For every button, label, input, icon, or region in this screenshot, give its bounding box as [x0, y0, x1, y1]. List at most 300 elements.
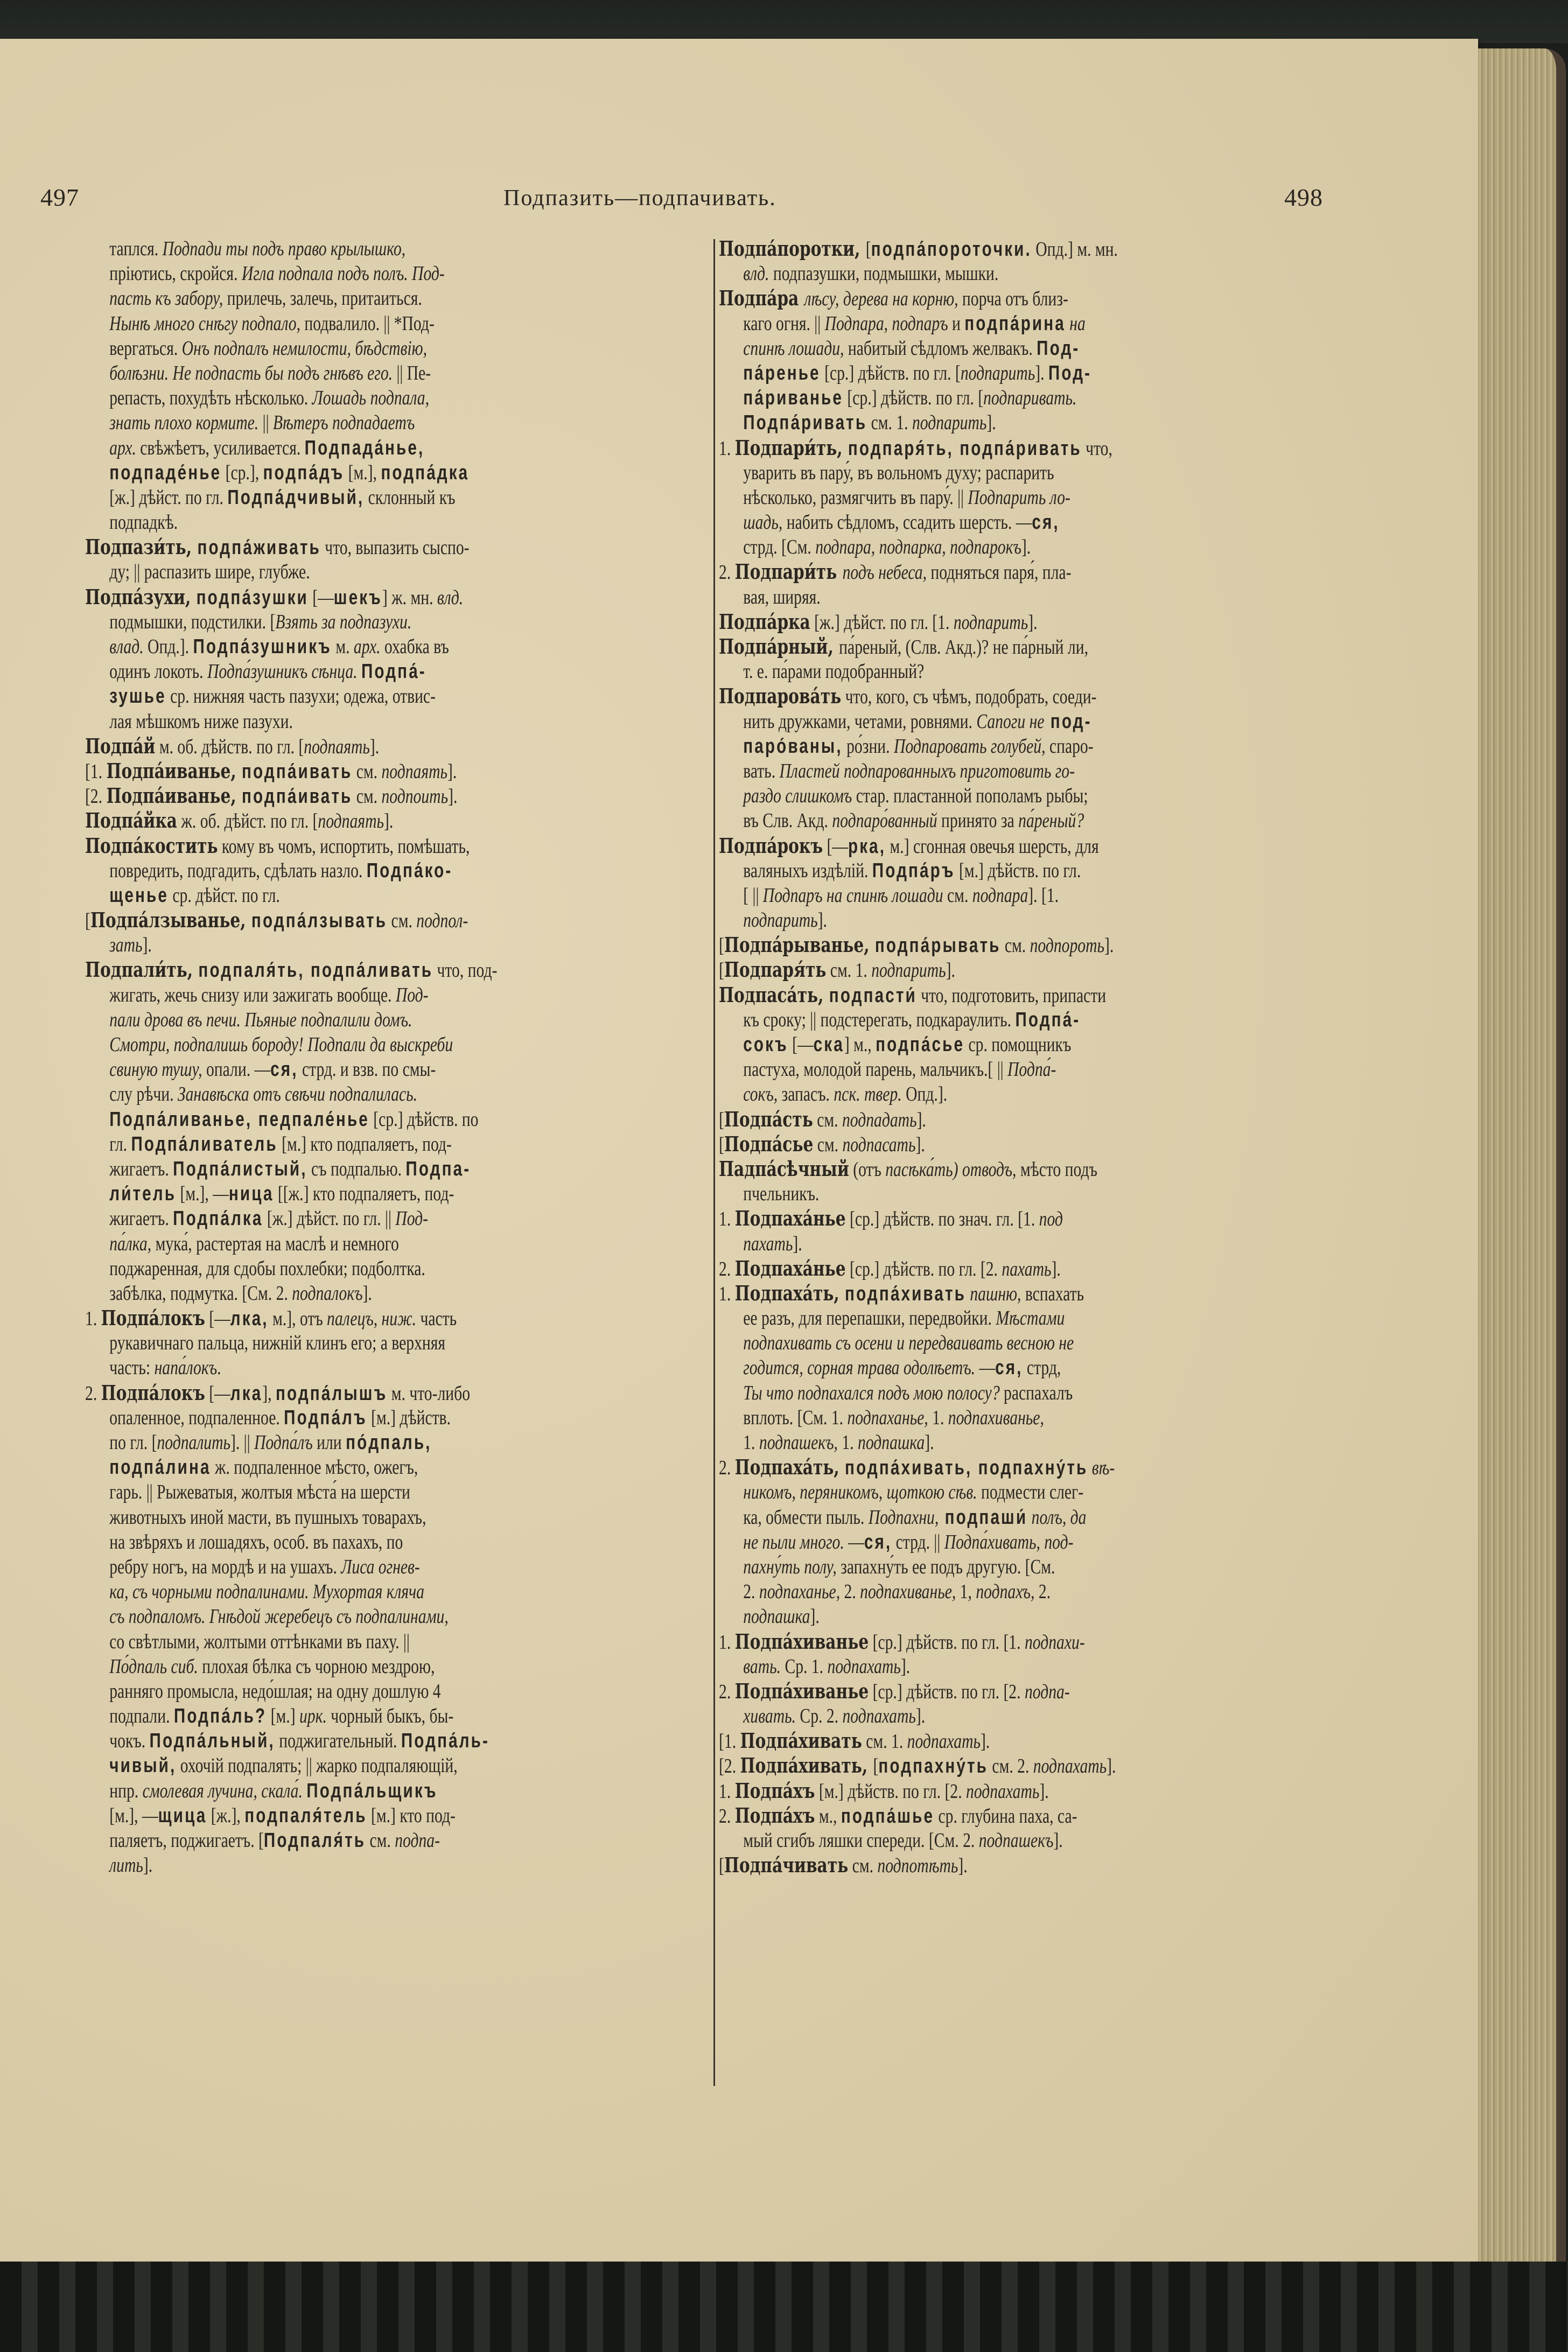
bold-form: подпа́дка — [381, 461, 470, 484]
italic-text: подпахать — [907, 1730, 981, 1753]
text: ср. дѣйст. по гл. — [168, 884, 280, 907]
text-line — [719, 585, 1375, 610]
italic-text: подъ небеса, — [842, 561, 927, 584]
italic-text: подпаханье, — [847, 1406, 928, 1429]
text-line — [85, 1381, 717, 1405]
text: ]. — [915, 1133, 925, 1156]
text: [ — [719, 1854, 724, 1878]
bold-form: ся, — [1032, 511, 1060, 534]
italic-text: свиную тушу, — [109, 1058, 202, 1081]
text-line — [85, 684, 741, 709]
italic-text: Подпаръ на спинѣ лошади — [762, 884, 943, 907]
text-line — [85, 1505, 741, 1530]
text: ]. — [817, 909, 827, 932]
text-line — [719, 1679, 1350, 1704]
text: [м.] дѣйств. по гл. — [955, 859, 1081, 882]
text: . — [217, 1356, 221, 1380]
headword: Подпа́иванье, — [106, 758, 242, 783]
text: ду; || распазить шире, глубже. — [109, 561, 310, 584]
text: [1. — [719, 1730, 740, 1753]
text-line — [85, 808, 717, 833]
text-line — [85, 1107, 741, 1132]
text: гарь. || Рыжеватыя, жолтыя мѣста́ на шерсти — [109, 1481, 410, 1504]
text-line — [719, 734, 1375, 759]
text-line — [85, 336, 741, 361]
headword: Подпа́локъ — [101, 1380, 205, 1405]
bold-form: подпа́рина — [964, 312, 1066, 335]
text: [м.], — — [109, 1804, 158, 1827]
text-line — [719, 983, 1350, 1007]
headword: Подпа́сть — [724, 1107, 813, 1131]
italic-text: подпара — [972, 884, 1028, 907]
bold-form: подпа́лзывать — [251, 909, 388, 933]
text-line — [719, 1355, 1375, 1380]
text-line — [719, 908, 1375, 933]
italic-text: Пластей подпарованныхъ приготовить го- — [779, 759, 1075, 782]
italic-text: подпоить — [381, 785, 449, 808]
text-line — [85, 1579, 741, 1604]
bold-form: сокъ — [743, 1033, 788, 1056]
text: па́реный, (Слв. Акд.)? не па́рный ли, — [839, 636, 1088, 659]
italic-text: раздо слишкомъ — [743, 785, 852, 808]
italic-text: подпол- — [416, 909, 468, 933]
text: ср. помощникъ — [964, 1033, 1072, 1056]
bold-form: лка, — [230, 1307, 269, 1331]
text: [2. — [719, 1755, 740, 1778]
text: валяныхъ издѣлій. — [743, 859, 872, 882]
text: 2. — [840, 1580, 860, 1604]
text: м., — [815, 1804, 841, 1828]
bold-form: подпа́хивать, подпахну́ть — [845, 1457, 1088, 1480]
text: [1. — [85, 760, 107, 783]
text-line — [719, 1082, 1375, 1107]
bold-form: паро́ваны, — [743, 734, 843, 758]
text: [ср.] дѣйств. по — [369, 1108, 479, 1131]
italic-text: ирк. — [299, 1705, 327, 1728]
bold-form: подпа́дъ — [263, 461, 345, 484]
text: пастуха, молодой парень, мальчикъ.[ || — [743, 1058, 1007, 1081]
italic-text: болѣзни. Не подпасть бы подъ гнѣвъ его. — [109, 361, 393, 384]
bold-form: ся, — [995, 1356, 1023, 1380]
text: что, кого, съ чѣмъ, подобрать, соеди- — [841, 685, 1097, 709]
text-line — [719, 1753, 1350, 1778]
text-line — [719, 1604, 1375, 1629]
text-line — [719, 1206, 1350, 1231]
italic-text: пахну́ть полу, — [743, 1555, 837, 1578]
text: ж. об. дѣйст. по гл. [ — [177, 810, 318, 833]
text: ]. — [986, 411, 996, 435]
bold-form: Подпа́ривать — [743, 411, 867, 435]
italic-text: полъ, да — [1027, 1506, 1087, 1529]
italic-text: подпахи- — [1024, 1630, 1085, 1654]
headword: Подпа́рокъ — [719, 833, 823, 858]
text: [ж.] дѣйст. по гл. [1. — [810, 611, 954, 634]
text: въ Слв. Акд. — [743, 809, 832, 832]
text-line — [719, 1853, 1350, 1878]
headword: Подпаха́ть, — [734, 1280, 845, 1305]
text-line — [85, 1779, 741, 1803]
text: Опд.]. — [901, 1083, 948, 1106]
text: нпр. — [109, 1779, 143, 1802]
text: 1. — [719, 1780, 735, 1803]
headword: Подпаха́нье — [734, 1206, 846, 1231]
text-line — [85, 1157, 741, 1181]
text-line — [85, 1007, 741, 1032]
italic-text: пахать — [743, 1232, 793, 1255]
italic-text: подпахать — [966, 1780, 1040, 1803]
text: м.] сгонная овечья шерсть, для — [886, 835, 1099, 858]
text: набить сѣдломъ, ссадить шерсть. — — [782, 511, 1032, 534]
text: Опд.]. — [143, 635, 193, 658]
text: мука́, растертая на маслѣ и немного — [151, 1232, 399, 1255]
text-line — [85, 610, 741, 634]
text: 1. — [743, 1431, 759, 1454]
text: запасъ. — [778, 1083, 834, 1106]
text: см. — [848, 1854, 878, 1878]
text: [м.] дѣйств. — [367, 1406, 451, 1429]
text: см. — [1000, 934, 1030, 957]
text-line — [719, 261, 1375, 286]
text: стрд. || — [892, 1530, 944, 1553]
italic-text: на — [1065, 312, 1086, 335]
headword: Подпа́костить — [85, 833, 218, 858]
bold-form: Подпа́листый, — [173, 1157, 307, 1180]
text-line — [719, 1654, 1375, 1679]
headword: Подпа́хиванье — [734, 1629, 869, 1654]
text-line — [719, 684, 1350, 709]
text-line — [85, 361, 741, 386]
text: [ж.] дѣйст. по гл. — [109, 486, 228, 509]
italic-text: Лиса огнев- — [341, 1555, 420, 1578]
text: Ср. 2. — [796, 1705, 843, 1728]
text-line — [85, 957, 717, 982]
bold-form: подпа́рывать — [874, 934, 1001, 957]
text-line — [85, 1355, 741, 1380]
bold-form: подпа́лина — [109, 1456, 211, 1479]
italic-text: подпашекъ, — [759, 1431, 838, 1454]
text: одинъ локоть. — [109, 660, 207, 683]
bold-form: подпа́ивать — [242, 760, 353, 783]
text: 1. — [719, 437, 735, 460]
text: [— — [205, 1307, 230, 1331]
bold-form: Подпа́лка — [173, 1207, 263, 1230]
bold-form: рка, — [848, 835, 886, 858]
text-line — [85, 1480, 741, 1504]
text: ] м., — [844, 1033, 876, 1056]
text-line — [719, 1281, 1350, 1306]
text-line — [719, 1530, 1375, 1555]
bold-form: Подпа́- — [361, 660, 426, 683]
italic-text: лѣсу, дерева на корню, — [804, 288, 958, 311]
italic-text: подпахиванье, — [948, 1406, 1044, 1429]
text: подпали. — [109, 1705, 174, 1728]
text: гл. — [109, 1132, 131, 1156]
text: ], — [262, 1382, 276, 1405]
text: ]. — [1039, 1780, 1049, 1803]
text: нѣсколько, размягчить въ пару́. || — [743, 486, 968, 509]
bold-form: подпа́зушки — [196, 586, 309, 609]
italic-text: годится, сорная трава одолѣетъ. — [743, 1356, 976, 1380]
headword: Подпа́йка — [85, 808, 178, 833]
bold-form: Подпа́дчивый, — [227, 486, 365, 509]
text: поджигательный. — [275, 1730, 401, 1753]
text: ж. подпаленное мѣсто, ожегъ, — [211, 1456, 418, 1479]
left-page-number: 497 — [40, 184, 79, 211]
text: набитый сѣдломъ желвакъ. — [844, 337, 1037, 360]
text: [ср.] дѣйств. по гл. [2. — [845, 1257, 1002, 1280]
headword: Подпа́лзыванье, — [90, 908, 251, 933]
text-line — [719, 883, 1375, 908]
text: подняться паря́, пла- — [926, 561, 1072, 584]
text: ]. — [362, 1282, 372, 1305]
italic-text: подпахать — [842, 1705, 916, 1728]
text: см. — [813, 1108, 842, 1131]
italic-text: влд. — [437, 586, 464, 609]
text-line — [85, 634, 741, 659]
text-line — [719, 1803, 1350, 1828]
italic-text: Онъ подпалъ немилости, бѣдствію, — [181, 337, 427, 360]
text: ср. глубина паха, са- — [934, 1804, 1077, 1828]
text: паляетъ, поджигаетъ. [ — [109, 1829, 264, 1852]
text-line — [85, 1057, 741, 1082]
text: т. е. па́рами подобранный? — [743, 660, 925, 683]
text: 1. — [719, 1282, 735, 1305]
text-line — [719, 1828, 1375, 1853]
italic-text: вать. — [743, 1655, 781, 1678]
column-divider — [713, 239, 715, 2086]
text-line — [719, 858, 1375, 883]
text-line — [719, 610, 1350, 634]
italic-text: По́дпаль сиб. — [109, 1655, 198, 1678]
text-line — [719, 1157, 1350, 1181]
italic-text: подпаять — [304, 735, 370, 758]
text: что, под- — [433, 959, 498, 982]
italic-text: Подпа́лъ — [254, 1431, 313, 1454]
text-line — [719, 1455, 1350, 1480]
text: опаленное, подпаленное. — [109, 1406, 284, 1429]
text-line — [719, 535, 1375, 559]
text-line — [85, 1654, 741, 1679]
headword: Подпа́хиванье — [734, 1678, 869, 1703]
text: принято за — [937, 809, 1019, 832]
text: ]. — [1053, 1829, 1063, 1852]
italic-text: Ты что подпахался подъ мою полосу? — [743, 1381, 1000, 1404]
bold-form: лка — [230, 1382, 263, 1405]
bold-form: ница — [228, 1182, 274, 1206]
right-page-number: 498 — [1284, 184, 1323, 211]
text: ]. — [1051, 1257, 1061, 1280]
text: 2. — [719, 1257, 735, 1280]
headword: Подпа́иванье, — [106, 783, 242, 808]
text: мѣсто подъ — [1016, 1158, 1097, 1181]
text: ка, обмести пыль. — [743, 1506, 869, 1529]
text: [ — [719, 1133, 724, 1156]
text: [ — [873, 1755, 879, 1778]
text-line — [719, 709, 1375, 734]
bold-form: Подпа́зушникъ — [193, 635, 332, 658]
text: вергаться. — [109, 337, 182, 360]
bold-form: Подпаля́ть — [263, 1829, 366, 1852]
text: [— — [823, 835, 848, 858]
text-line — [85, 1181, 741, 1206]
text: ] ж. мн. — [382, 586, 437, 609]
text-line — [85, 585, 717, 610]
text-line — [85, 1530, 741, 1555]
headword: Подпа́поротки, — [719, 236, 866, 261]
italic-text: напа́локъ — [154, 1356, 218, 1380]
text: или — [312, 1431, 346, 1454]
text-line — [85, 933, 741, 957]
text: мый сгибъ ляшки спереди. [См. 2. — [743, 1829, 979, 1852]
text-line — [719, 1505, 1375, 1530]
italic-text: подпахивать съ осени и передваивать весною не — [743, 1332, 1074, 1355]
headword: Подпа́локъ — [101, 1306, 205, 1331]
italic-text: подпороть — [1030, 934, 1105, 957]
text: 2. — [743, 1580, 759, 1604]
italic-text: не пыли много. — [743, 1530, 844, 1553]
text: и — [948, 312, 965, 335]
text: см. 1. — [826, 959, 872, 982]
bold-form: подпа́сье — [876, 1033, 965, 1056]
italic-text: подпасать — [842, 1133, 916, 1156]
italic-text: знать плохо кормите. — [109, 411, 259, 435]
italic-text: пахать — [1002, 1257, 1052, 1280]
text-line — [719, 1728, 1350, 1753]
italic-text: подпаханье, — [759, 1580, 841, 1604]
italic-text: пали дрова въ печи. Пьяные подпалили домъ. — [109, 1008, 412, 1031]
headword: Подпа́хивать, — [740, 1753, 873, 1778]
bold-form: Под- — [1048, 361, 1092, 384]
italic-text: съ подпаломъ. Гнѣдой жеребецъ съ подпалинами, — [109, 1605, 449, 1628]
text: 2. — [1034, 1580, 1051, 1604]
bold-form: щенье — [109, 884, 169, 907]
headword: Подпа́хъ — [734, 1778, 815, 1803]
bold-form: ли́тель — [109, 1182, 177, 1206]
text: ]. — [925, 1431, 934, 1454]
text: [ср.] дѣйств. по гл. [ — [820, 361, 961, 384]
headword: Подпари́ть, — [734, 435, 848, 460]
italic-text: подпаять — [381, 760, 448, 783]
italic-text: сокъ, — [743, 1083, 778, 1106]
text: [— — [205, 1382, 230, 1405]
bold-form: подпа́шье — [841, 1804, 935, 1828]
text: ранняго промысла, недо́шлая; на одну дошлую 4 — [109, 1679, 441, 1703]
text: склонный къ — [364, 486, 456, 509]
text-line — [719, 1032, 1375, 1057]
italic-text: Взять за подпазухи. — [275, 610, 412, 633]
text-line — [719, 1007, 1375, 1032]
italic-text: влад. — [109, 635, 144, 658]
text: — — [844, 1530, 864, 1553]
text: м. что-либо — [387, 1382, 471, 1405]
headword: Подпа́рный, — [719, 634, 839, 659]
text-line — [719, 1057, 1375, 1082]
text-line — [85, 1629, 741, 1654]
text: чокъ. — [109, 1730, 150, 1753]
italic-text: подпашка — [858, 1431, 925, 1454]
text-line — [85, 1604, 741, 1629]
text: 2. — [85, 1382, 101, 1405]
italic-text: подпарить — [953, 611, 1028, 634]
headword: Подпа́рыванье, — [724, 933, 875, 957]
bold-form: па́ренье — [743, 361, 821, 384]
text-line — [85, 1032, 741, 1057]
italic-text: подпотѣть — [877, 1854, 958, 1878]
text: см. — [813, 1133, 843, 1156]
text-line — [85, 286, 741, 311]
text: часть — [416, 1307, 457, 1331]
italic-text: подпахиванье, — [860, 1580, 956, 1604]
italic-text: подпашекъ — [978, 1829, 1054, 1852]
text-line — [85, 1753, 741, 1778]
text-line — [85, 834, 717, 858]
text: м.], отъ — [268, 1307, 327, 1331]
bold-form: Подпа- — [405, 1157, 471, 1180]
text: ]. — [1035, 361, 1048, 384]
bold-form: чивый, — [109, 1754, 177, 1777]
text-line — [85, 1082, 741, 1107]
text: жигаетъ. — [109, 1207, 173, 1230]
bold-form: ся, — [864, 1530, 892, 1553]
italic-text: Под- — [395, 1207, 429, 1230]
text-line — [85, 535, 717, 559]
text: ]. — [1107, 1755, 1116, 1778]
text: ср. нижняя часть пазухи; одежа, отвис- — [166, 685, 436, 708]
text: ее разъ, для перепашки, передвойки. — [743, 1307, 996, 1330]
italic-text: лить — [109, 1854, 143, 1877]
text-line — [719, 485, 1375, 510]
text: 1. — [837, 1431, 858, 1454]
text-line — [719, 957, 1350, 982]
text: м. — [331, 635, 354, 658]
text-line — [85, 510, 741, 535]
text-line — [85, 1331, 741, 1355]
text: стрд, — [1023, 1356, 1061, 1380]
text-line — [85, 883, 741, 908]
text: по гл. [ — [109, 1431, 157, 1454]
text: см. 1. — [862, 1730, 907, 1753]
bold-form: подпа́лышъ — [275, 1382, 388, 1405]
italic-text: никомъ, перяникомъ, щоткою сѣв. — [743, 1481, 977, 1504]
italic-text: Под- — [395, 983, 429, 1006]
text: [ж.], — [207, 1804, 245, 1827]
text: подмести слег- — [977, 1481, 1084, 1504]
bold-form: Подпа́- — [1015, 1008, 1081, 1031]
text: см. — [366, 1829, 395, 1852]
text: вплоть. [См. 1. — [743, 1406, 848, 1429]
headword: Падпа́сѣчный — [719, 1156, 849, 1181]
text-line — [719, 834, 1350, 858]
bold-form: подпа́хивать — [845, 1282, 966, 1305]
text-line — [85, 1206, 741, 1231]
italic-text: подпаривать. — [983, 387, 1077, 410]
text: [м.] кто подпаляетъ, под- — [277, 1132, 452, 1156]
text-line — [719, 1181, 1375, 1206]
text-line — [85, 559, 741, 584]
text-line — [85, 261, 741, 286]
text: ]. — [900, 1655, 911, 1678]
text-line — [719, 286, 1350, 311]
text-line — [719, 386, 1375, 410]
italic-text: подпа- — [1024, 1680, 1070, 1703]
headword: Подпа́й — [85, 733, 156, 758]
text: [ — [719, 959, 724, 982]
text-line — [719, 361, 1375, 386]
text: 2. — [719, 1457, 735, 1480]
right-column — [719, 236, 1352, 1878]
italic-text: Подпаровать голубей, — [893, 734, 1046, 758]
text: см. — [943, 884, 972, 907]
